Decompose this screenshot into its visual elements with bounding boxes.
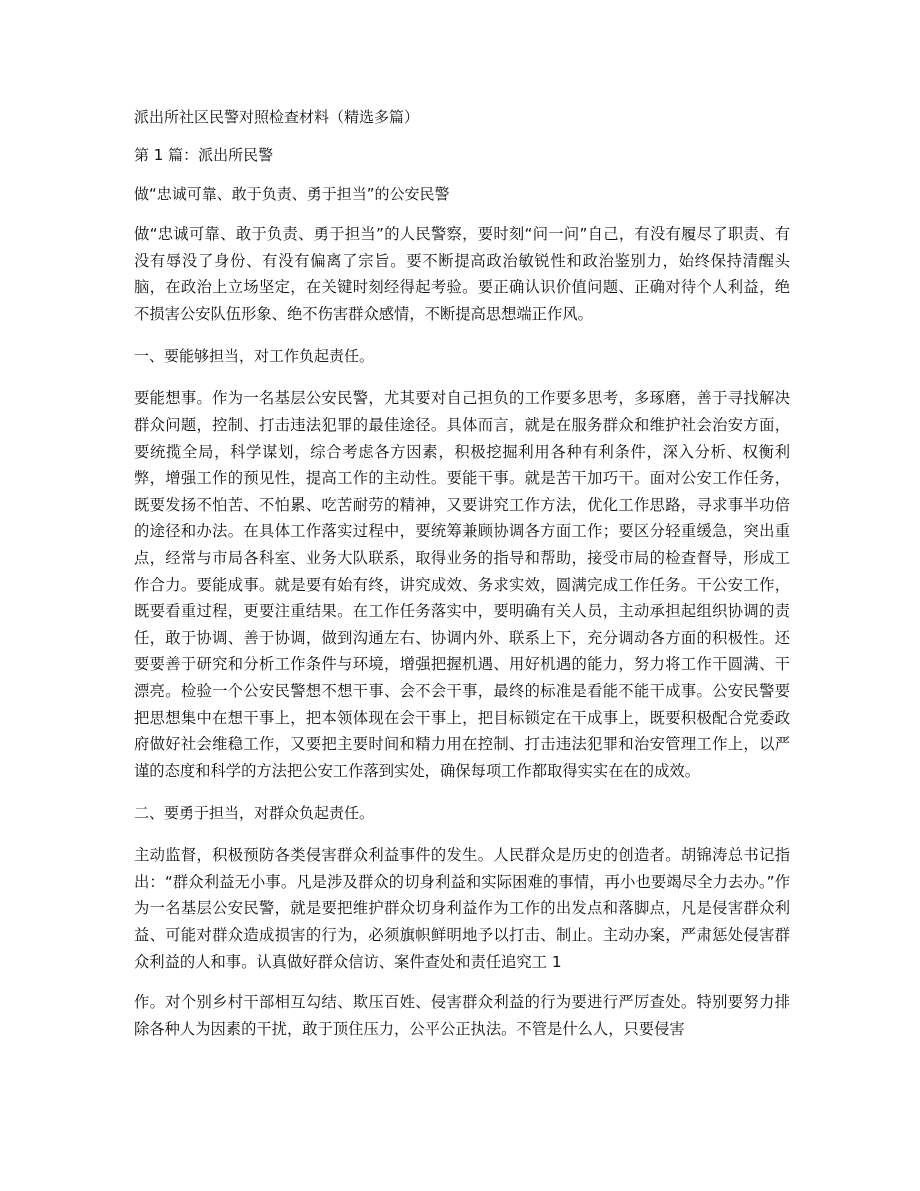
document-page [134,104,790,1058]
intro-paragraph: 做“忠诚可靠、敢于负责、勇于担当”的人民警察，要时刻“问一问”自己，有没有履尽了职责、有没有辱没了身份、有没有偏离了宗旨。要不断提高政治敏锐性和政治鉴别力，始终保持清醒头脑，在政治上立场坚定，在关键时刻经得起考验。要正确认识价值问题、正确对待个人利益，绝不损害公安队伍形象、绝不伤害群众感情，不断提高思想端正作风。 [134,225,790,323]
document-title: 派出所社区民警对照检查材料（精选多篇） [134,108,420,126]
section-2-paragraph: 主动监督，积极预防各类侵害群众利益事件的发生。人民群众是历史的创造者。胡锦涛总书记指出：“群众利益无小事。凡是涉及群众的切身利益和实际困难的事情，再小也要竭尽全力去办。”作为一名基层公安民警，就是要把维护群众切身利益作为工作的出发点和落脚点，凡是侵害群众利益、可能对群众造成损害的行为，必须旗帜鲜明地予以打击、制止。主动办案，严肃惩处侵害群众利益的人和事。认真做好群众信访、案件查处和责任追究工 1 [134,846,790,971]
section-heading-1: 一、要能够担当，对工作负起责任。 [134,347,375,366]
continuation-paragraph: 作。对个别乡村干部相互勾结、欺压百姓、侵害群众利益的行为要进行严厉查处。特别要努力排除各种人为因素的干扰，敢于顶住压力，公平公正执法。不管是什么人，只要侵害 [134,993,790,1038]
article-subtitle: 做“忠诚可靠、敢于负责、勇于担当”的公安民警 [134,185,450,203]
chapter-title: 第 1 篇：派出所民警 [134,146,274,164]
section-heading-2: 二、要勇于担当，对群众负起责任。 [134,804,375,823]
section-1-paragraph: 要能想事。作为一名基层公安民警，尤其要对自己担负的工作要多思考，多琢磨，善于寻找解决群众问题，控制、打击违法犯罪的最佳途径。具体而言，就是在服务群众和维护社会治安方面，要统揽全局，科学谋划，综合考虑各方因素，积极挖掘利用各种有利条件，深入分析、权衡利弊，增强工作的预见性，提高工作的主动性。要能干事。就是苦干加巧干。面对公安工作任务，既要发扬不怕苦、不怕累、吃苦耐劳的精神，又要讲究工作方法，优化工作思路，寻求事半功倍的途径和办法。在具体工作落实过程中，要统筹兼顾协调各方面工作；要区分轻重缓急，突出重点，经常与市局各科室、业务大队联系，取得业务的指导和帮助，接受市局的检查督导，形成工作合力。要能成事。就是要有始有终，讲究成效、务求实效，圆满完成工作任务。干公安工作，既要看重过程，更要注重结果。在工作任务落实中，要明确有关人员，主动承担起组织协调的责任，敢于协调、善于协调，做到沟通左右、协调内外、联系上下，充分调动各方面的积极性。还要要善于研究和分析工作条件与环境，增强把握机遇、用好机遇的能力，努力将工作干圆满、干漂亮。检验一个公安民警想不想干事、会不会干事，最终的标准是看能不能干成事。公安民警要把思想集中在想干事上，把本领体现在会干事上，把目标锁定在干成事上，既要积极配合党委政府做好社会维稳工作，又要把主要时间和精力用在控制、打击违法犯罪和治安管理工作上，以严谨的态度和科学的方法把公安工作落到实处，确保每项工作都取得实实在在的成效。 [134,389,790,780]
